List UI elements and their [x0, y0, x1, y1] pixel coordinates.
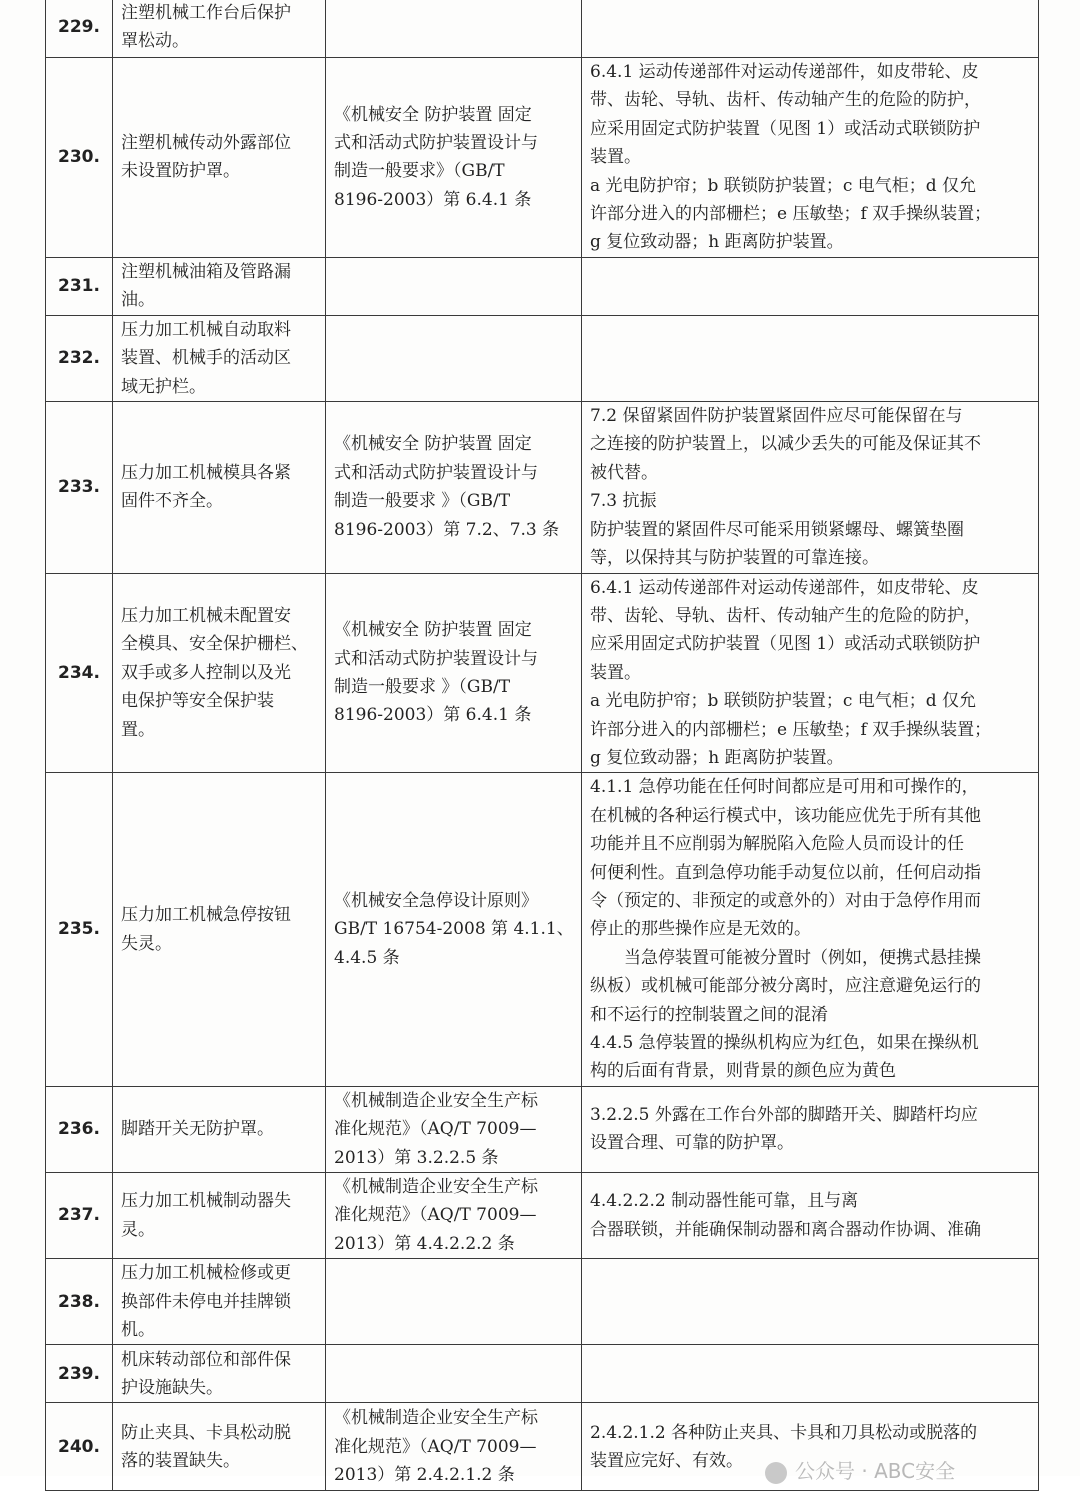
basis-cell — [326, 1173, 582, 1259]
basis-line: 制造一般要求 》（GB/T — [334, 676, 511, 697]
row-number: 238. — [46, 1259, 113, 1345]
issue-line: 机。 — [121, 1320, 155, 1341]
issue-cell — [113, 315, 326, 401]
issue-cell — [113, 773, 326, 1086]
issue-line: 压力加工机械自动取料 — [121, 319, 291, 340]
issue-line: 压力加工机械检修或更 — [121, 1263, 291, 1284]
basis-cell — [326, 773, 582, 1086]
basis-cell — [326, 1345, 582, 1403]
requirement-line: 7.2 保留紧固件防护装置紧固件应尽可能保留在与 — [590, 406, 963, 427]
issue-cell — [113, 1086, 326, 1172]
issue-cell — [113, 257, 326, 315]
issue-line: 注塑机械工作台后保护 — [121, 2, 291, 23]
issue-cell — [113, 58, 326, 258]
requirement-cell — [582, 1259, 1039, 1345]
requirement-line: 带、齿轮、导轨、齿杆、传动轴产生的危险的防护， — [590, 90, 981, 111]
row-number: 239. — [46, 1345, 113, 1403]
issue-line: 固件不齐全。 — [121, 491, 223, 512]
requirement-line: 当急停装置可能被分置时（例如，便携式悬挂操 — [590, 947, 981, 968]
requirement-line: 4.4.5 急停装置的操纵机构应为红色，如果在操纵机 — [590, 1033, 979, 1053]
wechat-icon — [765, 1462, 787, 1484]
requirement-line: 2.4.2.1.2 各种防止夹具、卡具和刀具松动或脱落的 — [590, 1422, 978, 1443]
requirement-line: 令（预定的、非预定的或意外的）对由于急停作用而 — [590, 890, 981, 911]
requirement-line: 构的后面有背景，则背景的颜色应为黄色 — [590, 1061, 896, 1082]
requirement-cell — [582, 315, 1039, 401]
requirement-line: 和不运行的控制装置之间的混淆 — [590, 1004, 828, 1025]
basis-cell — [326, 0, 582, 58]
requirement-cell — [582, 773, 1039, 1086]
requirement-line: 功能并且不应削弱为解脱陷入危险人员而设计的任 — [590, 834, 964, 855]
requirement-line: g 复位致动器；h 距离防护装置。 — [590, 747, 844, 768]
requirement-line: 许部分进入的内部栅栏；e 压敏垫；f 双手操纵装置； — [590, 719, 992, 740]
basis-line: 2013）第 3.2.2.5 条 — [334, 1147, 499, 1168]
issue-line: 压力加工机械未配置安 — [121, 605, 291, 626]
basis-line: 式和活动式防护装置设计与 — [334, 462, 538, 483]
table-row — [46, 0, 1039, 58]
requirement-line: 等，以保持其与防护装置的可靠连接。 — [590, 548, 879, 569]
issue-line: 罩松动。 — [121, 31, 189, 51]
issue-cell — [113, 1345, 326, 1403]
issue-cell — [113, 1259, 326, 1345]
basis-cell — [326, 573, 582, 773]
requirement-line: g 复位致动器；h 距离防护装置。 — [590, 232, 844, 253]
basis-line: 准化规范》（AQ/T 7009— — [334, 1205, 537, 1226]
basis-cell — [326, 402, 582, 573]
requirement-line: 停止的那些操作应是无效的。 — [590, 919, 811, 940]
requirement-line: 3.2.2.5 外露在工作台外部的脚踏开关、脚踏杆均应 — [590, 1105, 978, 1126]
basis-cell — [326, 1259, 582, 1345]
requirement-line: 装置应完好、有效。 — [590, 1450, 743, 1471]
issue-line: 脚踏开关无防护罩。 — [121, 1119, 274, 1140]
row-number: 240. — [46, 1403, 113, 1491]
issue-line: 换部件未停电并挂牌锁 — [121, 1291, 291, 1312]
basis-line: 8196-2003）第 7.2、7.3 条 — [334, 519, 560, 540]
requirement-line: 在机械的各种运行模式中，该功能应优先于所有其他 — [590, 805, 981, 826]
table-row — [46, 773, 1039, 1086]
requirement-line: 带、齿轮、导轨、齿杆、传动轴产生的危险的防护， — [590, 605, 981, 626]
basis-line: 8196-2003）第 6.4.1 条 — [334, 189, 532, 210]
issue-line: 全模具、安全保护栅栏、 — [121, 634, 308, 655]
table-row — [46, 402, 1039, 573]
issue-line: 压力加工机械急停按钮 — [121, 905, 291, 926]
issue-line: 装置、机械手的活动区 — [121, 348, 291, 369]
requirement-line: 设置合理、可靠的防护罩。 — [590, 1133, 794, 1154]
requirement-cell — [582, 257, 1039, 315]
table-row — [46, 315, 1039, 401]
requirement-line: 防护装置的紧固件尽可能采用锁紧螺母、螺簧垫圈 — [590, 519, 964, 540]
basis-line: 8196-2003）第 6.4.1 条 — [334, 705, 532, 726]
table-row — [46, 1086, 1039, 1172]
requirement-cell — [582, 1173, 1039, 1259]
requirement-line: 许部分进入的内部栅栏；e 压敏垫；f 双手操纵装置； — [590, 204, 992, 225]
issue-line: 油。 — [121, 290, 155, 311]
issue-cell — [113, 0, 326, 58]
requirement-line: 4.1.1 急停功能在任何时间都应是可用和可操作的， — [590, 777, 979, 798]
row-number: 233. — [46, 402, 113, 573]
basis-line: 准化规范》（AQ/T 7009— — [334, 1119, 537, 1140]
requirement-line: 应采用固定式防护装置（见图 1）或活动式联锁防护 — [590, 634, 981, 655]
requirement-line: 7.3 抗振 — [590, 491, 657, 512]
issue-line: 压力加工机械制动器失 — [121, 1191, 291, 1212]
basis-line: 2013）第 4.4.2.2.2 条 — [334, 1233, 515, 1254]
row-number: 231. — [46, 257, 113, 315]
basis-line: 《机械制造企业安全生产标 — [334, 1408, 538, 1429]
requirement-cell — [582, 58, 1039, 258]
requirement-line: 6.4.1 运动传递部件对运动传递部件，如皮带轮、皮 — [590, 577, 979, 598]
issue-cell — [113, 573, 326, 773]
row-number: 229. — [46, 0, 113, 58]
requirement-line: 6.4.1 运动传递部件对运动传递部件，如皮带轮、皮 — [590, 62, 979, 82]
issue-line: 机床转动部位和部件保 — [121, 1349, 291, 1370]
issue-line: 压力加工机械模具各紧 — [121, 462, 291, 483]
issue-line: 双手或多人控制以及光 — [121, 662, 291, 683]
row-number: 234. — [46, 573, 113, 773]
issue-cell — [113, 1403, 326, 1491]
issue-cell — [113, 402, 326, 573]
requirement-line: a 光电防护帘；b 联锁防护装置；c 电气柜；d 仅允 — [590, 691, 977, 712]
basis-line: 式和活动式防护装置设计与 — [334, 648, 538, 669]
issue-line: 护设施缺失。 — [121, 1377, 223, 1398]
basis-line: 《机械制造企业安全生产标 — [334, 1090, 538, 1111]
basis-line: 4.4.5 条 — [334, 947, 400, 968]
basis-line: 准化规范》（AQ/T 7009— — [334, 1436, 537, 1457]
requirement-line: 合器联锁，并能确保制动器和离合器动作协调、准确 — [590, 1219, 981, 1240]
requirement-line: 被代替。 — [590, 462, 658, 483]
basis-cell — [326, 315, 582, 401]
requirement-line: 纵板）或机械可能部分被分离时，应注意避免运行的 — [590, 976, 981, 997]
basis-cell — [326, 257, 582, 315]
basis-line: 《机械安全 防护装置 固定 — [334, 434, 532, 455]
row-number: 230. — [46, 58, 113, 258]
row-number: 237. — [46, 1173, 113, 1259]
table-row — [46, 58, 1039, 258]
requirement-line: 何便利性。直到急停功能手动复位以前，任何启动指 — [590, 862, 981, 883]
table-row — [46, 573, 1039, 773]
requirement-cell — [582, 1345, 1039, 1403]
basis-line: 《机械安全急停设计原则》 — [334, 890, 538, 911]
requirement-line: 应采用固定式防护装置（见图 1）或活动式联锁防护 — [590, 118, 981, 139]
issue-line: 电保护等安全保护装 — [121, 691, 274, 712]
requirement-cell — [582, 0, 1039, 58]
row-number: 235. — [46, 773, 113, 1086]
table-row — [46, 1259, 1039, 1345]
basis-line: 2013）第 2.4.2.1.2 条 — [334, 1465, 515, 1486]
issue-line: 注塑机械油箱及管路漏 — [121, 261, 291, 282]
table-row — [46, 1173, 1039, 1259]
watermark — [765, 1455, 955, 1484]
basis-cell — [326, 1086, 582, 1172]
basis-line: 《机械安全 防护装置 固定 — [334, 104, 532, 125]
requirement-cell — [582, 1086, 1039, 1172]
issue-cell — [113, 1173, 326, 1259]
issue-line: 落的装置缺失。 — [121, 1450, 240, 1471]
basis-line: GB/T 16754-2008 第 4.1.1、 — [334, 919, 574, 940]
requirement-line: 装置。 — [590, 662, 641, 683]
issue-line: 失灵。 — [121, 933, 172, 954]
requirement-line: 4.4.2.2.2 制动器性能可靠，且与离 — [590, 1191, 859, 1212]
requirement-cell — [582, 573, 1039, 773]
issue-line: 灵。 — [121, 1219, 155, 1240]
basis-line: 制造一般要求》（GB/T — [334, 161, 505, 182]
issue-line: 防止夹具、卡具松动脱 — [121, 1422, 291, 1443]
row-number: 236. — [46, 1086, 113, 1172]
table-row — [46, 257, 1039, 315]
requirement-line: a 光电防护帘；b 联锁防护装置；c 电气柜；d 仅允 — [590, 175, 977, 196]
requirement-line: 装置。 — [590, 147, 641, 168]
basis-cell — [326, 1403, 582, 1491]
issue-line: 域无护栏。 — [121, 376, 206, 397]
requirement-line: 之连接的防护装置上，以减少丢失的可能及保证其不 — [590, 434, 981, 455]
basis-line: 制造一般要求 》（GB/T — [334, 491, 511, 512]
hazard-table — [45, 0, 1039, 1491]
requirement-cell — [582, 402, 1039, 573]
basis-line: 《机械制造企业安全生产标 — [334, 1177, 538, 1198]
issue-line: 置。 — [121, 719, 155, 740]
watermark-text: 公众号 · ABC安全 — [795, 1459, 956, 1483]
basis-line: 式和活动式防护装置设计与 — [334, 133, 538, 154]
issue-line: 未设置防护罩。 — [121, 161, 240, 182]
basis-cell — [326, 58, 582, 258]
issue-line: 注塑机械传动外露部位 — [121, 133, 291, 154]
row-number: 232. — [46, 315, 113, 401]
basis-line: 《机械安全 防护装置 固定 — [334, 620, 532, 641]
table-row — [46, 1345, 1039, 1403]
